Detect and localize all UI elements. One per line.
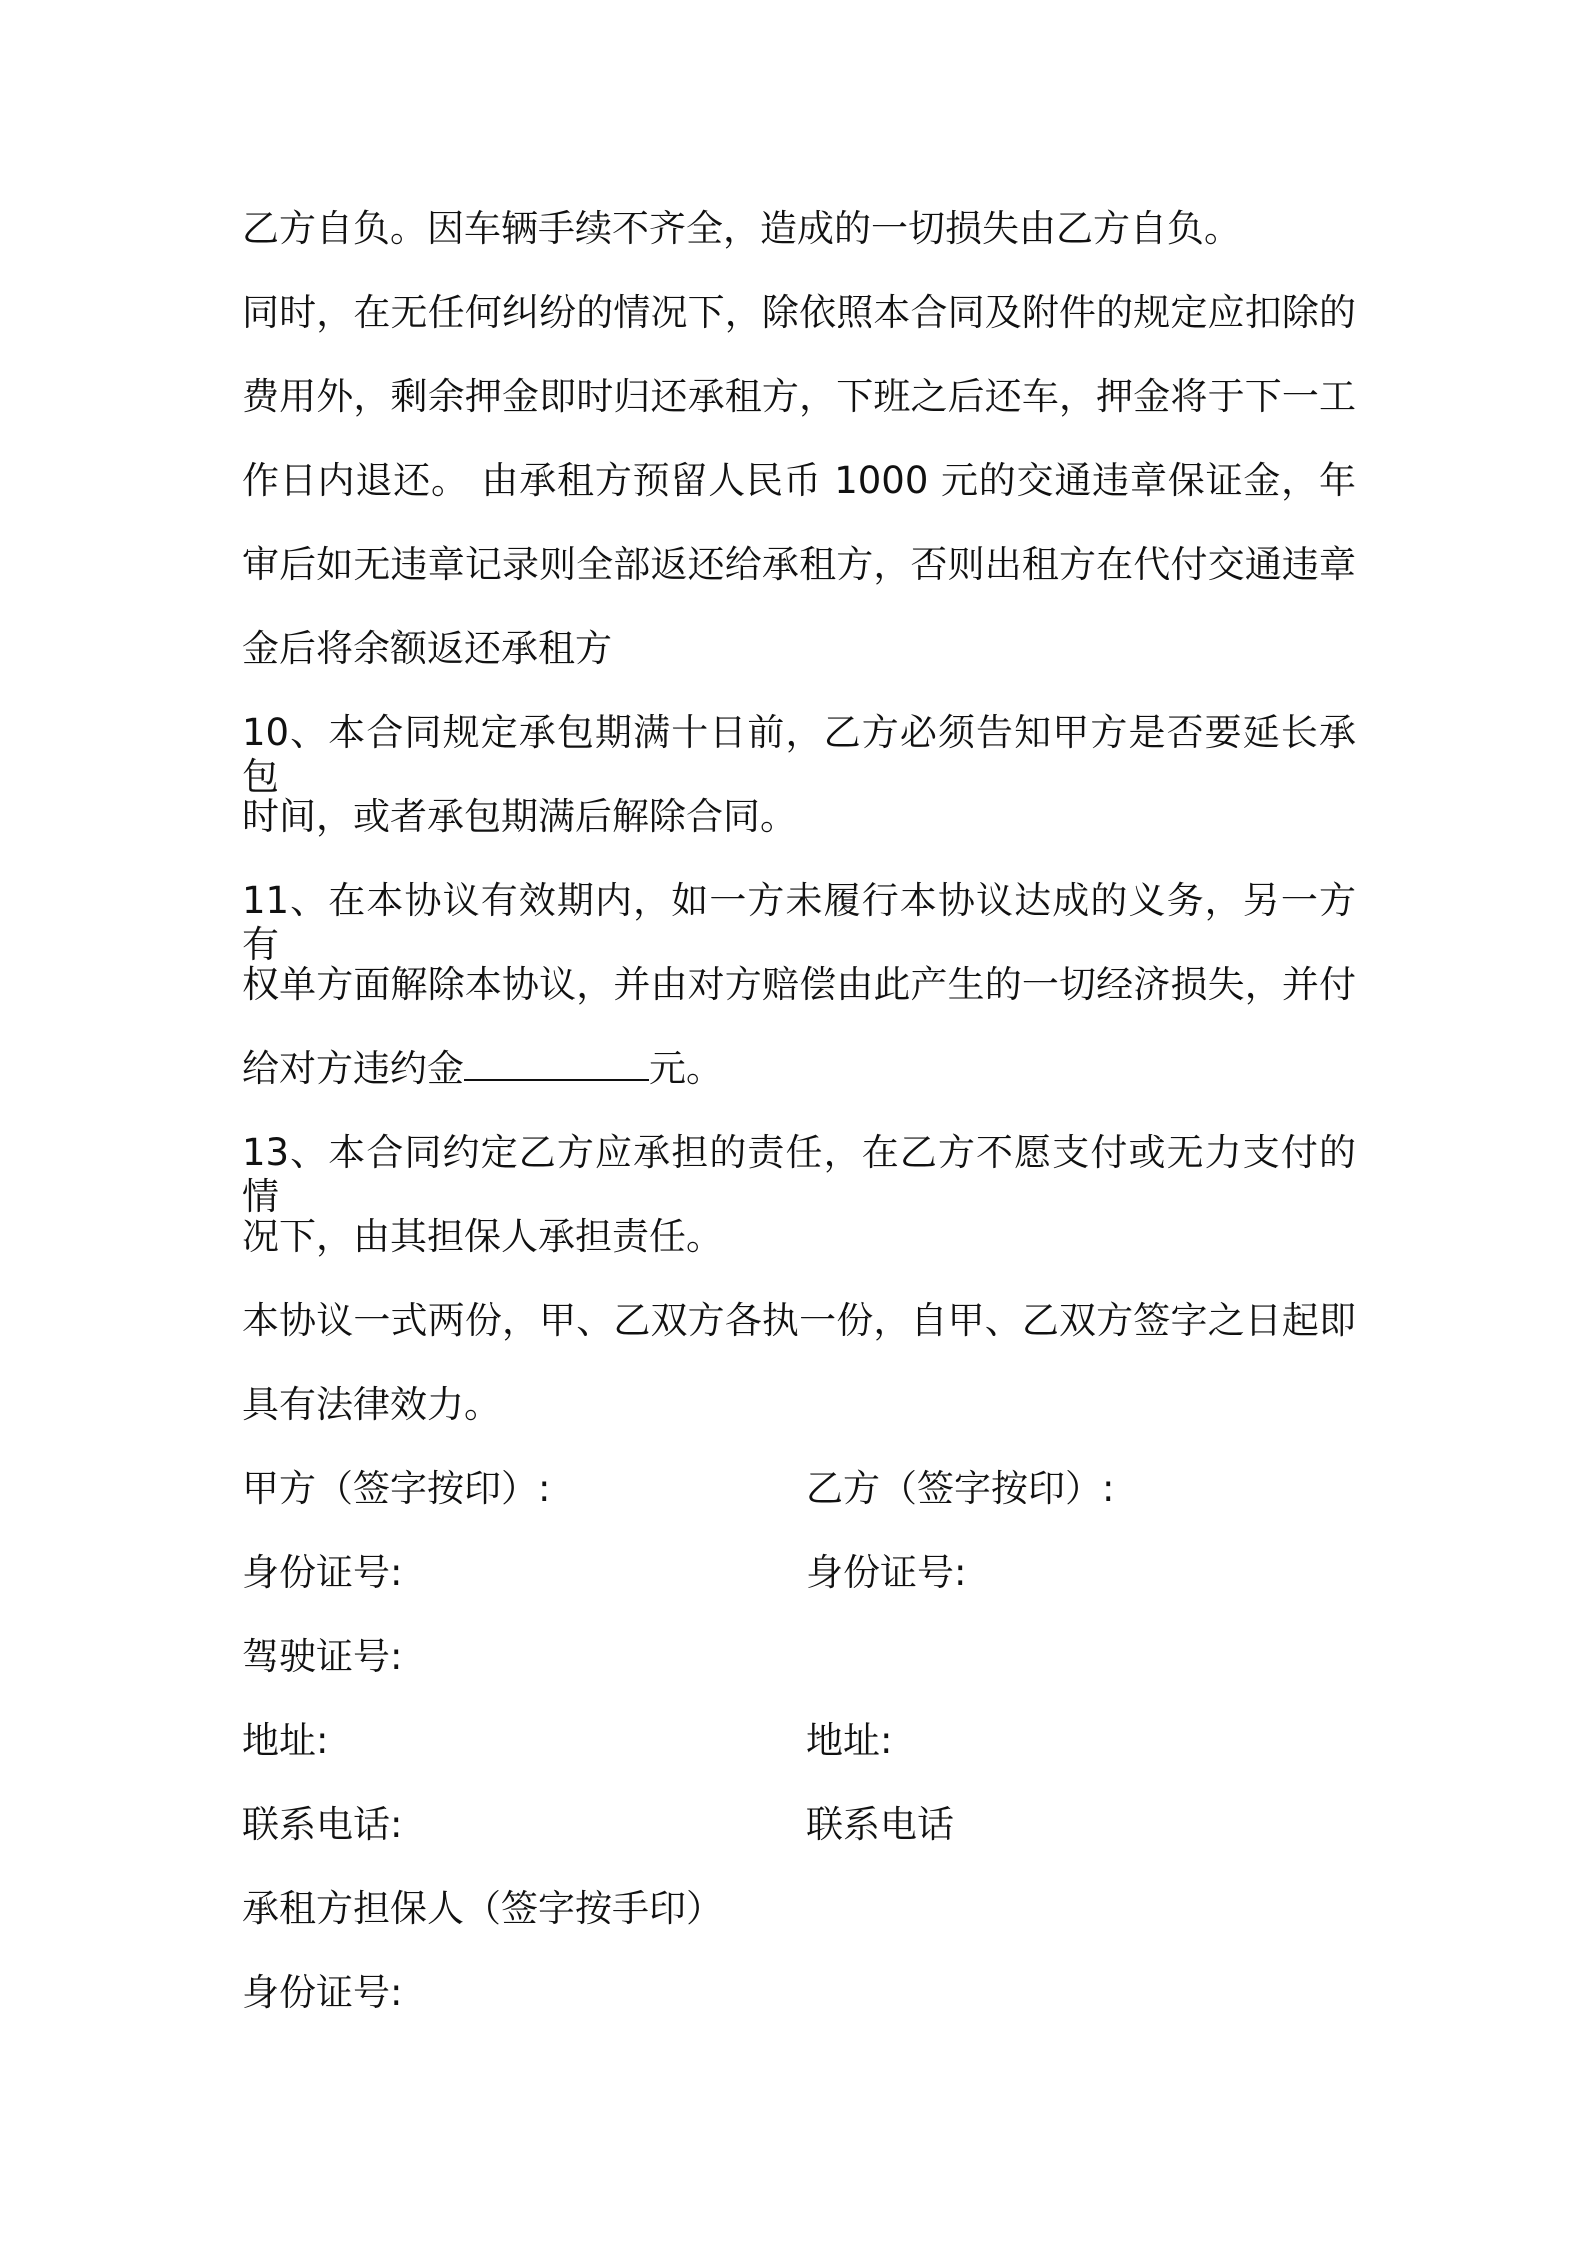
paragraph-line: 作日内退还。 由承租方预留人民币 1000 元的交通违章保证金，年 <box>242 459 1356 502</box>
guarantor-sign-label: 承租方担保人（签字按手印） <box>242 1887 723 1930</box>
party-a-license-label: 驾驶证号: <box>242 1635 403 1678</box>
party-a-address-label: 地址: <box>242 1719 329 1762</box>
party-b-sign-label: 乙方（签字按印）: <box>806 1467 1115 1510</box>
clause-13-line: 况下，由其担保人承担责任。 <box>242 1215 723 1258</box>
clause-11-line: 11、在本协议有效期内，如一方未履行本协议达成的义务，另一方有 <box>242 879 1356 966</box>
party-b-phone-label: 联系电话 <box>806 1803 954 1846</box>
party-b-address-label: 地址: <box>806 1719 893 1762</box>
clause-11-line: 权单方面解除本协议，并由对方赔偿由此产生的一切经济损失，并付 <box>242 963 1356 1006</box>
guarantor-id-label: 身份证号: <box>242 1971 403 2014</box>
penalty-label: 给对方违约金 <box>242 1047 464 1090</box>
penalty-unit: 元。 <box>649 1047 723 1090</box>
clause-11-line <box>242 1047 723 1091</box>
paragraph-line: 审后如无违章记录则全部返还给承租方，否则出租方在代付交通违章 <box>242 543 1356 586</box>
effect-line: 本协议一式两份，甲、乙双方各执一份，自甲、乙双方签字之日起即 <box>242 1299 1356 1342</box>
paragraph-line: 乙方自负。因车辆手续不齐全，造成的一切损失由乙方自负。 <box>242 207 1241 250</box>
party-a-id-label: 身份证号: <box>242 1551 403 1594</box>
effect-line: 具有法律效力。 <box>242 1383 501 1426</box>
clause-13-line: 13、本合同约定乙方应承担的责任，在乙方不愿支付或无力支付的情 <box>242 1131 1356 1218</box>
clause-10-line: 时间，或者承包期满后解除合同。 <box>242 795 797 838</box>
paragraph-line: 同时，在无任何纠纷的情况下，除依照本合同及附件的规定应扣除的 <box>242 291 1356 334</box>
party-a-sign-label: 甲方（签字按印）: <box>242 1467 551 1510</box>
party-b-id-label: 身份证号: <box>806 1551 967 1594</box>
penalty-amount-blank <box>464 1049 649 1081</box>
paragraph-line: 费用外，剩余押金即时归还承租方，下班之后还车，押金将于下一工 <box>242 375 1356 418</box>
clause-10-line: 10、本合同规定承包期满十日前，乙方必须告知甲方是否要延长承包 <box>242 711 1356 798</box>
party-a-phone-label: 联系电话: <box>242 1803 403 1846</box>
paragraph-line: 金后将余额返还承租方 <box>242 627 612 670</box>
